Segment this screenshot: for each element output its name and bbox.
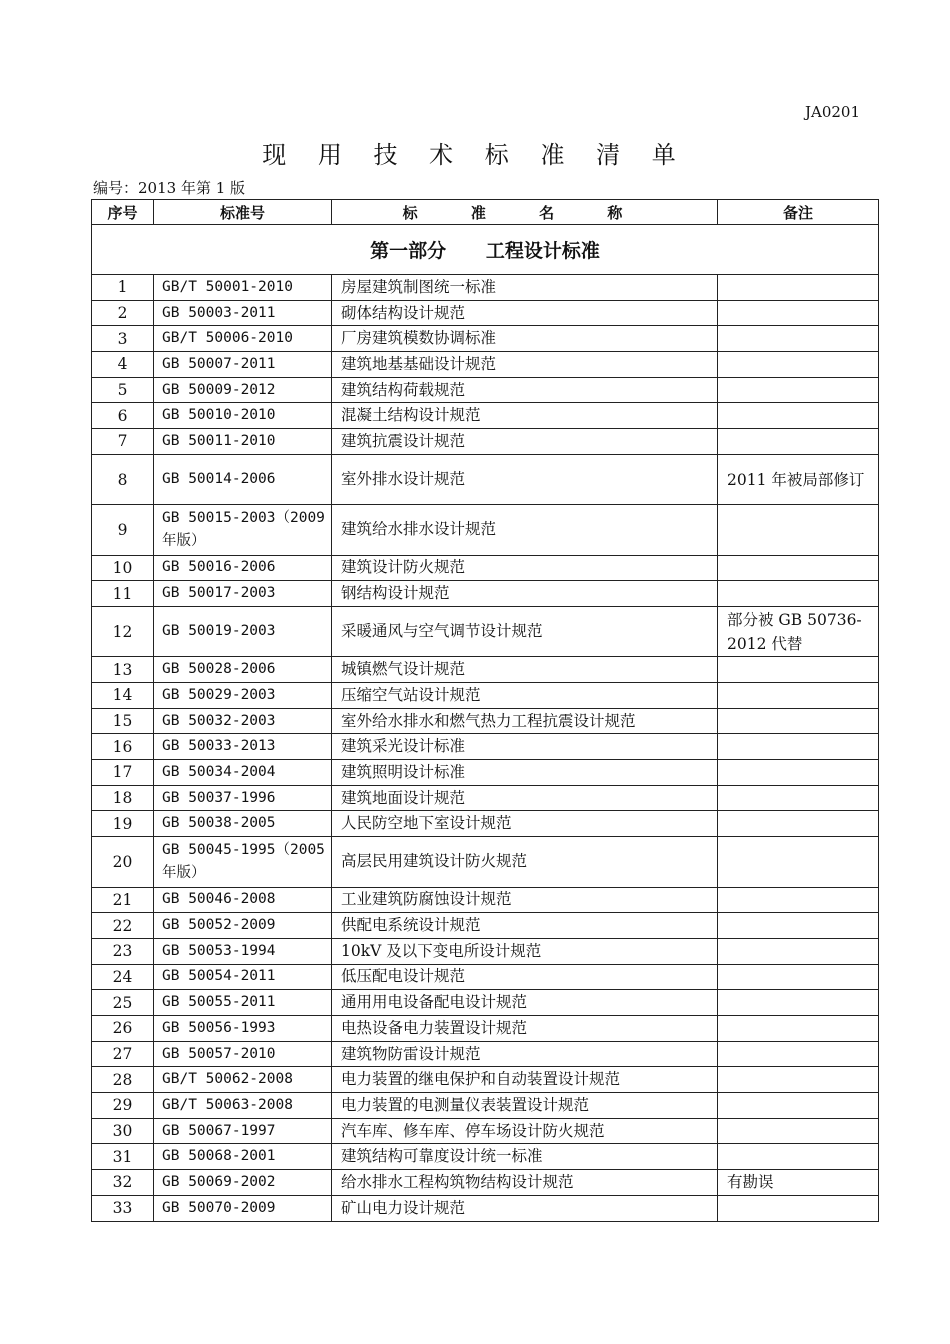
standard-note [718, 1093, 879, 1119]
table-row [92, 990, 879, 1016]
table-row [92, 377, 879, 403]
table-row [92, 811, 879, 837]
standard-note [718, 990, 879, 1016]
table-row [92, 326, 879, 352]
section-row [92, 225, 879, 275]
standard-code: GB 50010-2010 [154, 403, 332, 429]
standard-note: 有勘误 [718, 1170, 879, 1196]
standard-code: GB/T 50006-2010 [154, 326, 332, 352]
row-number: 14 [92, 683, 154, 709]
standard-note [718, 429, 879, 455]
row-number: 10 [92, 555, 154, 581]
row-number: 12 [92, 606, 154, 656]
row-number: 16 [92, 734, 154, 760]
table-row [92, 606, 879, 656]
standard-name: 供配电系统设计规范 [332, 913, 718, 939]
standard-code: GB 50009-2012 [154, 377, 332, 403]
table-row [92, 429, 879, 455]
row-number: 4 [92, 352, 154, 378]
standard-note [718, 837, 879, 887]
row-number: 29 [92, 1093, 154, 1119]
standard-note [718, 377, 879, 403]
standard-code: GB 50034-2004 [154, 760, 332, 786]
section-label: 第一部分 工程设计标准 [370, 240, 600, 262]
table-row [92, 505, 879, 555]
standard-code: GB/T 50001-2010 [154, 275, 332, 301]
standard-note [718, 683, 879, 709]
table-row [92, 1170, 879, 1196]
standard-name: 室外给水排水和燃气热力工程抗震设计规范 [332, 708, 718, 734]
table-row [92, 1195, 879, 1221]
row-number: 21 [92, 887, 154, 913]
row-number: 18 [92, 785, 154, 811]
standard-name: 建筑设计防火规范 [332, 555, 718, 581]
standard-name: 建筑照明设计标准 [332, 760, 718, 786]
row-number: 20 [92, 837, 154, 887]
row-number: 15 [92, 708, 154, 734]
standard-note [718, 1195, 879, 1221]
table-row [92, 1093, 879, 1119]
standard-note [718, 1016, 879, 1042]
standard-code: GB/T 50062-2008 [154, 1067, 332, 1093]
row-number: 8 [92, 454, 154, 504]
standard-note: 部分被 GB 50736-2012 代替 [718, 606, 879, 656]
standard-code: GB 50019-2003 [154, 606, 332, 656]
standard-name: 电热设备电力装置设计规范 [332, 1016, 718, 1042]
document-number: 编号：2013 年第 1 版 [93, 179, 246, 197]
standard-code: GB 50046-2008 [154, 887, 332, 913]
row-number: 11 [92, 581, 154, 607]
table-row [92, 913, 879, 939]
document-code: JA0201 [804, 103, 860, 121]
standard-note [718, 1041, 879, 1067]
standard-note [718, 1067, 879, 1093]
header-name: 标 准 名 称 [332, 200, 718, 225]
row-number: 32 [92, 1170, 154, 1196]
row-number: 13 [92, 657, 154, 683]
header-note: 备注 [718, 200, 879, 225]
row-number: 24 [92, 964, 154, 990]
row-number: 30 [92, 1118, 154, 1144]
standard-name: 房屋建筑制图统一标准 [332, 275, 718, 301]
standard-note [718, 275, 879, 301]
row-number: 25 [92, 990, 154, 1016]
standard-name: 人民防空地下室设计规范 [332, 811, 718, 837]
standard-code: GB 50029-2003 [154, 683, 332, 709]
row-number: 27 [92, 1041, 154, 1067]
standard-name: 汽车库、修车库、停车场设计防火规范 [332, 1118, 718, 1144]
standard-note [718, 913, 879, 939]
table-row [92, 1067, 879, 1093]
table-row [92, 1016, 879, 1042]
standard-name: 建筑采光设计标准 [332, 734, 718, 760]
table-row [92, 657, 879, 683]
header-code: 标准号 [154, 200, 332, 225]
standard-name: 给水排水工程构筑物结构设计规范 [332, 1170, 718, 1196]
row-number: 5 [92, 377, 154, 403]
standard-code: GB 50017-2003 [154, 581, 332, 607]
table-row [92, 454, 879, 504]
standard-name: 建筑物防雷设计规范 [332, 1041, 718, 1067]
standard-note [718, 938, 879, 964]
standard-note [718, 734, 879, 760]
standard-note [718, 1118, 879, 1144]
standard-name: 城镇燃气设计规范 [332, 657, 718, 683]
row-number: 1 [92, 275, 154, 301]
standard-note [718, 811, 879, 837]
table-row [92, 581, 879, 607]
standard-name: 电力装置的继电保护和自动装置设计规范 [332, 1067, 718, 1093]
standard-note [718, 887, 879, 913]
standard-code: GB 50037-1996 [154, 785, 332, 811]
standard-code: GB 50069-2002 [154, 1170, 332, 1196]
document-title: 现 用 技 术 标 准 清 单 [262, 141, 688, 169]
standard-note [718, 1144, 879, 1170]
standard-name: 矿山电力设计规范 [332, 1195, 718, 1221]
table-row [92, 1144, 879, 1170]
row-number: 3 [92, 326, 154, 352]
row-number: 6 [92, 403, 154, 429]
standard-note [718, 760, 879, 786]
standard-note [718, 352, 879, 378]
row-number: 23 [92, 938, 154, 964]
table-row [92, 938, 879, 964]
table-row [92, 785, 879, 811]
standard-note [718, 403, 879, 429]
row-number: 19 [92, 811, 154, 837]
standard-name: 砌体结构设计规范 [332, 300, 718, 326]
standard-note [718, 657, 879, 683]
table-row [92, 887, 879, 913]
standard-name: 厂房建筑模数协调标准 [332, 326, 718, 352]
standard-name: 10kV 及以下变电所设计规范 [332, 938, 718, 964]
table-row [92, 760, 879, 786]
standard-note [718, 555, 879, 581]
standard-code: GB 50028-2006 [154, 657, 332, 683]
table-row [92, 837, 879, 887]
table-row [92, 403, 879, 429]
standard-name: 室外排水设计规范 [332, 454, 718, 504]
row-number: 26 [92, 1016, 154, 1042]
standard-note [718, 785, 879, 811]
standard-code: GB 50007-2011 [154, 352, 332, 378]
table-row [92, 683, 879, 709]
row-number: 2 [92, 300, 154, 326]
standard-name: 压缩空气站设计规范 [332, 683, 718, 709]
standard-code: GB 50055-2011 [154, 990, 332, 1016]
standard-name: 建筑地面设计规范 [332, 785, 718, 811]
standard-name: 钢结构设计规范 [332, 581, 718, 607]
standard-code: GB 50067-1997 [154, 1118, 332, 1144]
standard-note [718, 708, 879, 734]
standard-code: GB 50033-2013 [154, 734, 332, 760]
standard-name: 通用用电设备配电设计规范 [332, 990, 718, 1016]
standard-code: GB 50057-2010 [154, 1041, 332, 1067]
standard-code: GB 50032-2003 [154, 708, 332, 734]
row-number: 31 [92, 1144, 154, 1170]
standard-name: 建筑给水排水设计规范 [332, 505, 718, 555]
standard-note: 2011 年被局部修订 [718, 454, 879, 504]
standard-code: GB/T 50063-2008 [154, 1093, 332, 1119]
standard-name: 建筑结构荷载规范 [332, 377, 718, 403]
standard-name: 电力装置的电测量仪表装置设计规范 [332, 1093, 718, 1119]
standard-code: GB 50053-1994 [154, 938, 332, 964]
standard-code: GB 50045-1995（2005 年版） [154, 837, 332, 887]
standard-name: 采暖通风与空气调节设计规范 [332, 606, 718, 656]
table-header-row [92, 200, 879, 225]
section-heading [92, 225, 879, 275]
table-row [92, 1041, 879, 1067]
standard-name: 高层民用建筑设计防火规范 [332, 837, 718, 887]
standard-note [718, 300, 879, 326]
row-number: 9 [92, 505, 154, 555]
row-number: 17 [92, 760, 154, 786]
row-number: 28 [92, 1067, 154, 1093]
standard-code: GB 50003-2011 [154, 300, 332, 326]
standard-note [718, 964, 879, 990]
standard-note [718, 581, 879, 607]
standard-code: GB 50056-1993 [154, 1016, 332, 1042]
standard-name: 工业建筑防腐蚀设计规范 [332, 887, 718, 913]
standard-code: GB 50014-2006 [154, 454, 332, 504]
table-row [92, 275, 879, 301]
standard-code: GB 50016-2006 [154, 555, 332, 581]
standards-table [91, 199, 879, 1222]
standard-name: 建筑结构可靠度设计统一标准 [332, 1144, 718, 1170]
standard-code: GB 50052-2009 [154, 913, 332, 939]
standard-code: GB 50011-2010 [154, 429, 332, 455]
header-no: 序号 [92, 200, 154, 225]
table-row [92, 964, 879, 990]
standard-code: GB 50068-2001 [154, 1144, 332, 1170]
table-row [92, 708, 879, 734]
standard-name: 建筑地基基础设计规范 [332, 352, 718, 378]
standard-note [718, 505, 879, 555]
standard-code: GB 50015-2003（2009 年版） [154, 505, 332, 555]
standard-name: 低压配电设计规范 [332, 964, 718, 990]
row-number: 7 [92, 429, 154, 455]
standard-code: GB 50054-2011 [154, 964, 332, 990]
standard-name: 混凝土结构设计规范 [332, 403, 718, 429]
row-number: 22 [92, 913, 154, 939]
standard-code: GB 50038-2005 [154, 811, 332, 837]
standard-code: GB 50070-2009 [154, 1195, 332, 1221]
table-row [92, 300, 879, 326]
standard-name: 建筑抗震设计规范 [332, 429, 718, 455]
table-row [92, 555, 879, 581]
row-number: 33 [92, 1195, 154, 1221]
table-row [92, 1118, 879, 1144]
table-row [92, 734, 879, 760]
table-row [92, 352, 879, 378]
standard-note [718, 326, 879, 352]
